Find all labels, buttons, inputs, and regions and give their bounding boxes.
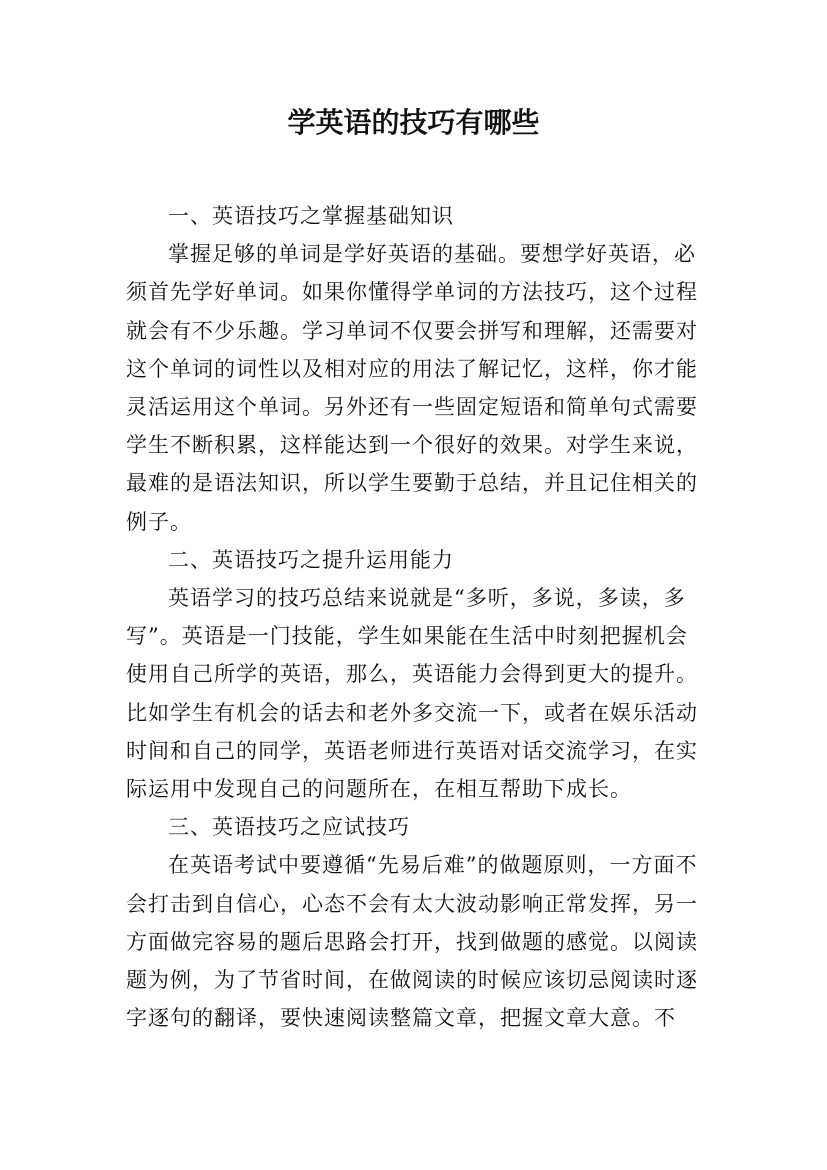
document-body (126, 197, 704, 1037)
section-paragraph-3: 在英语考试中要遵循“先易后难”的做题原则，一方面不会打击到自信心，心态不会有太大波动影响正常发挥，另一方面做完容易的题后思路会打开，找到做题的感觉。以阅读题为例，为了节省时间，在做阅读的时候应该切忌阅读时逐字逐句的翻译，要快速阅读整篇文章，把握文章大意。不 (126, 853, 698, 1031)
document-title: 学英语的技巧有哪些 (287, 106, 540, 139)
section-paragraph-1: 掌握足够的单词是学好英语的基础。要想学好英语，必须首先学好单词。如果你懂得学单词的方法技巧，这个过程就会有不少乐趣。学习单词不仅要会拼写和理解，还需要对这个单词的词性以及相对应的用法了解记忆，这样，你才能灵活运用这个单词。另外还有一些固定短语和简单句式需要学生不断积累，这样能达到一个很好的效果。对学生来说，最难的是语法知识，所以学生要勤于总结，并且记住相关的例子。 (126, 242, 698, 534)
section-heading-3: 三、英语技巧之应试技巧 (168, 815, 410, 840)
section-heading-2: 二、英语技巧之提升运用能力 (168, 547, 454, 572)
section-heading-1: 一、英语技巧之掌握基础知识 (168, 204, 454, 228)
section-paragraph-2: 英语学习的技巧总结来说就是“多听，多说，多读，多写”。英语是一门技能，学生如果能在生活中时刻把握机会使用自己所学的英语，那么，英语能力会得到更大的提升。比如学生有机会的话去和老外多交流一下，或者在娱乐活动时间和自己的同学，英语老师进行英语对话交流学习，在实际运用中发现自己的问题所在，在相互帮助下成长。 (126, 586, 698, 802)
